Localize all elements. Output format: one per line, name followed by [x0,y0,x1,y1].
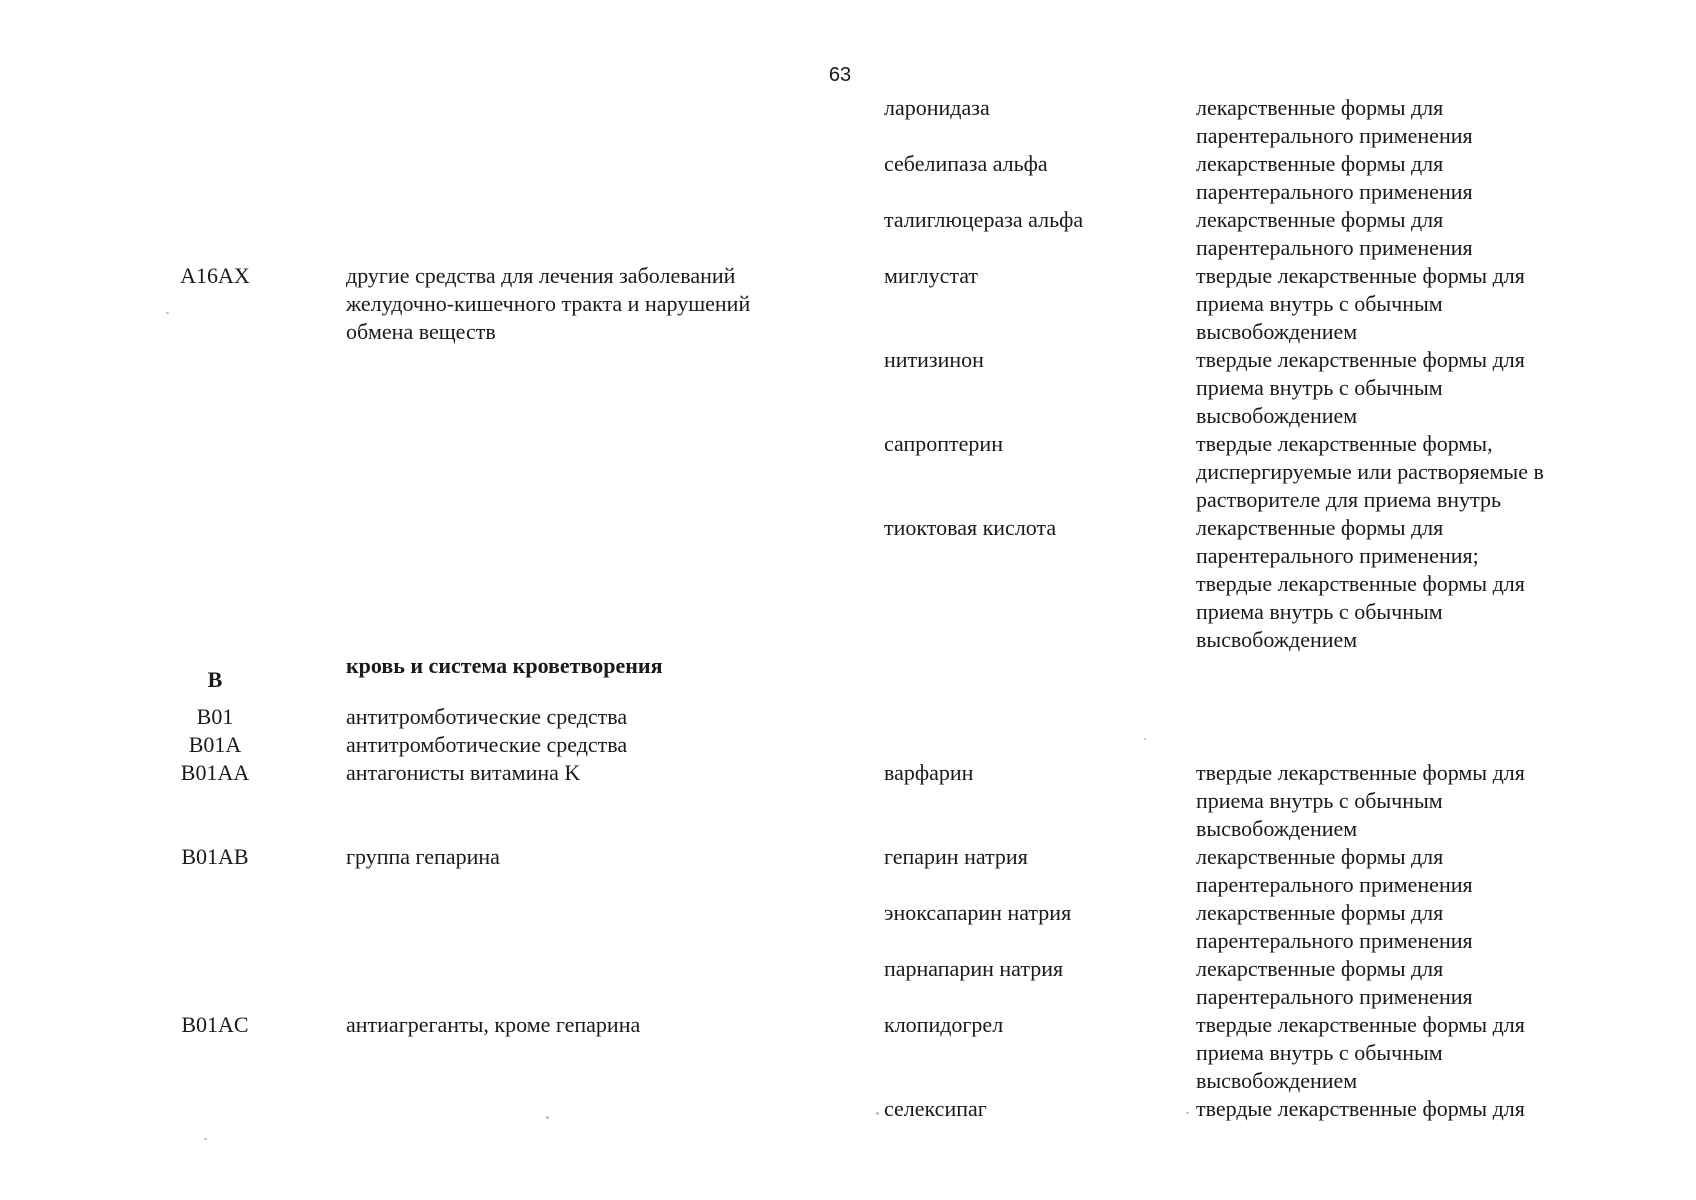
dosage-form: лекарственные формы для парентерального применения [1196,956,1473,1009]
scan-speck [1144,738,1146,740]
scan-speck [166,312,169,314]
scan-speck [1186,1112,1189,1114]
dosage-form: твердые лекарственные формы для приема внутрь с обычным высвобождением [1196,1012,1525,1093]
atc-group-description: антитромботические средства [346,704,628,729]
drug-name: тиоктовая кислота [884,515,1057,540]
atc-group-description: антиагреганты, кроме гепарина [346,1012,641,1037]
dosage-form: лекарственные формы для парентерального применения [1196,844,1473,897]
atc-code: A16AX [180,263,250,288]
atc-group-description: группа гепарина [346,844,500,869]
drug-name: варфарин [884,760,974,785]
atc-code: B01AC [181,1012,249,1037]
scan-speck [204,1138,207,1140]
atc-code: B01AA [180,760,250,785]
dosage-form: твердые лекарственные формы, диспергируемые или растворяемые в растворителе для приема внутрь [1196,431,1544,512]
atc-section-code: B [207,667,223,692]
drug-name: себелипаза альфа [884,151,1048,176]
dosage-form: твердые лекарственные формы для приема внутрь с обычным высвобождением [1196,347,1525,428]
dosage-form: твердые лекарственные формы для приема внутрь с обычным высвобождением [1196,263,1525,344]
drug-name: талиглюцераза альфа [884,207,1084,232]
page-number: 63 [828,64,852,86]
dosage-form: лекарственные формы для парентерального применения [1196,95,1473,148]
dosage-form: твердые лекарственные формы для [1196,1096,1525,1121]
drug-name: селексипаг [884,1096,987,1121]
scan-speck [876,1112,879,1115]
drug-name: парнапарин натрия [884,956,1064,981]
atc-code: B01 [196,704,234,729]
drug-name: эноксапарин натрия [884,900,1072,925]
dosage-form: лекарственные формы для парентерального применения [1196,900,1473,953]
dosage-form: лекарственные формы для парентерального применения [1196,207,1473,260]
atc-code: B01AB [181,844,249,869]
drug-name: гепарин натрия [884,844,1028,869]
atc-group-description: антагонисты витамина K [346,760,581,785]
dosage-form: лекарственные формы для парентерального применения [1196,151,1473,204]
atc-group-description: антитромботические средства [346,732,628,757]
dosage-form: лекарственные формы для парентерального применения; твердые лекарственные формы для приема внутрь с обычным высвобождением [1196,515,1525,652]
drug-name: нитизинон [884,347,984,372]
drug-name: ларонидаза [884,95,990,120]
dosage-form: твердые лекарственные формы для приема внутрь с обычным высвобождением [1196,760,1525,841]
drug-name: клопидогрел [884,1012,1004,1037]
atc-code: B01A [188,732,242,757]
atc-section-title: кровь и система кроветворения [346,653,663,678]
drug-name: сапроптерин [884,431,1003,456]
drug-name: миглустат [884,263,979,288]
scan-speck [546,1116,549,1119]
atc-group-description: другие средства для лечения заболеваний желудочно-кишечного тракта и нарушений обмена веществ [346,263,751,344]
